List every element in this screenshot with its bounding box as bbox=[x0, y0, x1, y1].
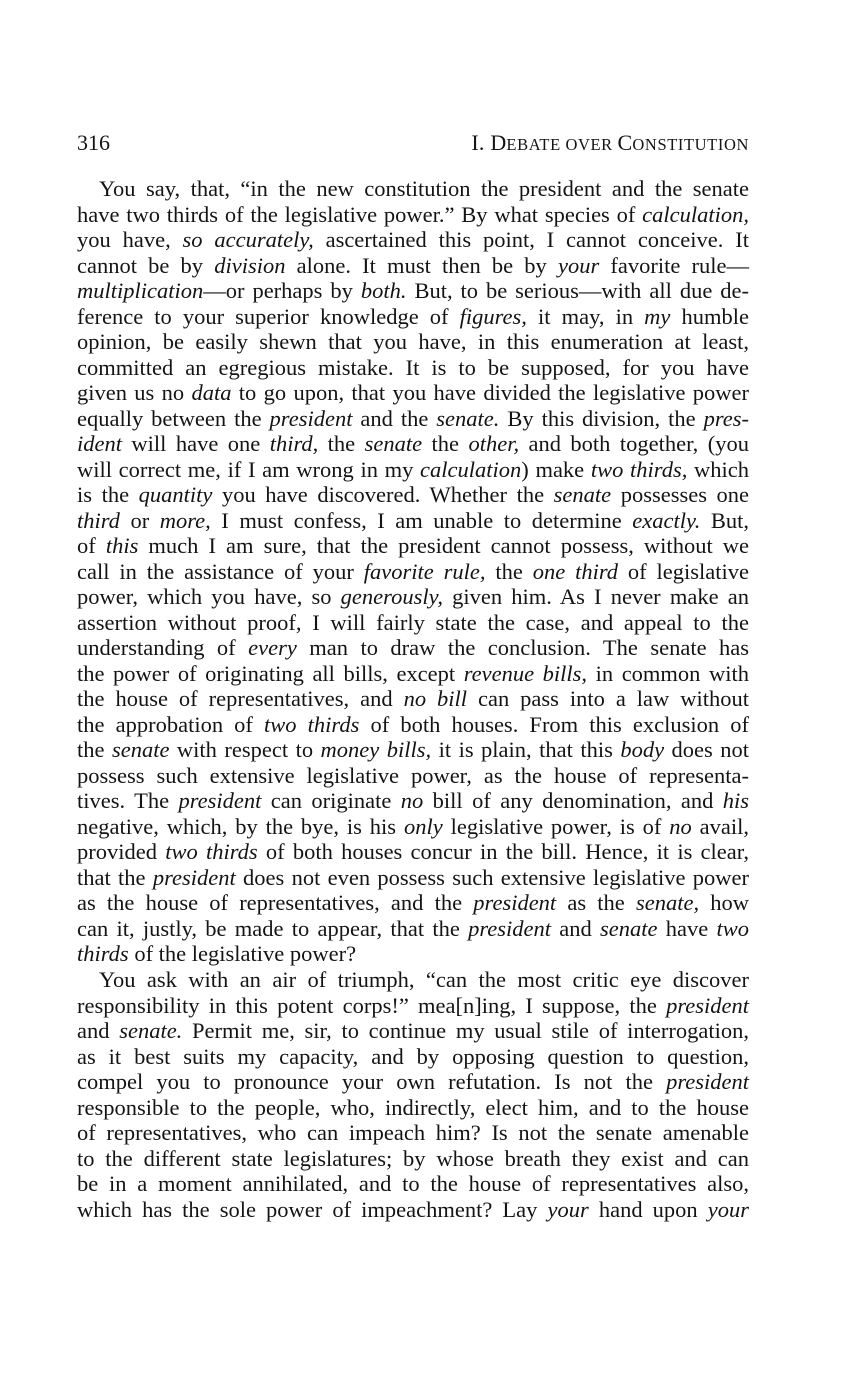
italic-text: ident bbox=[77, 431, 122, 457]
text-segment: have bbox=[657, 915, 717, 941]
text-line bbox=[77, 916, 749, 942]
text-segment: and bbox=[77, 1018, 120, 1044]
text-line bbox=[77, 227, 749, 253]
text-line bbox=[77, 202, 749, 228]
text-segment: as the bbox=[556, 890, 636, 916]
text-segment: ) make bbox=[521, 456, 591, 482]
text-segment: opinion, be easily shewn that you have, in this enumeration at least, bbox=[77, 329, 749, 355]
running-head bbox=[77, 128, 749, 158]
text-segment: can pass into a law without bbox=[467, 686, 749, 712]
text-segment: with respect to bbox=[169, 737, 321, 763]
text-line bbox=[77, 763, 749, 789]
text-line bbox=[77, 304, 749, 330]
text-line bbox=[77, 661, 749, 687]
text-segment: to the different state legislatures; by whose breath they exist and can bbox=[77, 1145, 749, 1171]
text-line bbox=[77, 712, 749, 738]
italic-text: senate. bbox=[119, 1018, 183, 1044]
italic-text: division bbox=[214, 252, 286, 278]
italic-text: president bbox=[666, 1069, 749, 1095]
italic-text: senate bbox=[111, 737, 170, 763]
text-segment: hand upon bbox=[588, 1196, 708, 1222]
section-title-cap: C bbox=[617, 130, 633, 155]
text-segment: But, to be serious—with all due de- bbox=[406, 278, 749, 304]
text-line bbox=[77, 176, 749, 202]
text-segment: committed an egregious mistake. It is to be supposed, for you have bbox=[77, 354, 749, 380]
italic-text: no bbox=[669, 813, 692, 839]
italic-text: every bbox=[248, 635, 297, 661]
text-segment: of legislative bbox=[618, 558, 749, 584]
text-line bbox=[77, 1197, 749, 1223]
text-segment: to go upon, that you have divided the legislative power bbox=[231, 380, 749, 406]
text-line bbox=[77, 1018, 749, 1044]
text-segment: of both houses concur in the bill. Hence, it is clear, bbox=[257, 839, 749, 865]
text-segment: the power of originating all bills, except bbox=[77, 660, 464, 686]
text-line bbox=[77, 533, 749, 559]
italic-text: senate, bbox=[635, 890, 700, 916]
text-line bbox=[77, 584, 749, 610]
text-line bbox=[77, 559, 749, 585]
text-segment: of representatives, who can impeach him? Is not the senate amenable bbox=[77, 1120, 749, 1146]
text-segment: You ask with an air of triumph, “can the most critic eye discover bbox=[99, 966, 749, 992]
text-segment: much I am sure, that the president cannot possess, without we bbox=[138, 533, 749, 559]
italic-text: body bbox=[620, 737, 665, 763]
italic-text: your bbox=[557, 252, 600, 278]
text-segment: By this division, the bbox=[499, 405, 704, 431]
text-segment: ference to your superior knowledge of bbox=[77, 303, 460, 329]
text-segment: of both houses. From this exclusion of bbox=[359, 711, 750, 737]
text-segment: you have, bbox=[77, 227, 183, 253]
text-segment: power, which you have, so bbox=[77, 584, 341, 610]
text-segment: understanding of bbox=[77, 635, 249, 661]
text-segment: bill of any denomination, and bbox=[423, 788, 723, 814]
italic-text: two bbox=[716, 915, 749, 941]
text-segment: —or perhaps by bbox=[203, 278, 361, 304]
text-line bbox=[77, 737, 749, 763]
italic-text: calculation bbox=[420, 456, 522, 482]
text-segment: responsible to the people, who, indirectly, elect him, and to the house bbox=[77, 1094, 749, 1120]
text-segment: of bbox=[77, 533, 106, 559]
text-line bbox=[77, 686, 749, 712]
text-segment: provided bbox=[77, 839, 166, 865]
text-segment: favorite rule— bbox=[599, 252, 749, 278]
italic-text: more, bbox=[159, 507, 211, 533]
italic-text: president bbox=[473, 890, 557, 916]
text-line bbox=[77, 890, 749, 916]
text-segment: humble bbox=[670, 303, 749, 329]
italic-text: no bill bbox=[403, 686, 468, 712]
page-number: 316 bbox=[77, 130, 110, 155]
italic-text: only bbox=[403, 813, 443, 839]
italic-text: both. bbox=[360, 278, 407, 304]
text-segment: the bbox=[77, 737, 112, 763]
italic-text: two thirds, bbox=[590, 456, 688, 482]
text-segment: tives. The bbox=[77, 788, 179, 814]
italic-text: figures, bbox=[459, 303, 527, 329]
text-segment: does not bbox=[664, 737, 749, 763]
text-line bbox=[77, 380, 749, 406]
text-segment: can it, justly, be made to appear, that the bbox=[77, 915, 469, 941]
text-line bbox=[77, 457, 749, 483]
text-segment: is the bbox=[77, 482, 139, 508]
text-line bbox=[77, 278, 749, 304]
italic-text: no bbox=[400, 788, 424, 814]
text-segment: possess such extensive legislative power, as the house of representa- bbox=[77, 762, 749, 788]
text-segment: or bbox=[119, 507, 160, 533]
text-segment: You say, that, “in the new constitution the president and the senate bbox=[99, 176, 749, 201]
text-segment: legislative power, is of bbox=[442, 813, 670, 839]
italic-text: my bbox=[644, 303, 671, 329]
italic-text: your bbox=[707, 1196, 749, 1222]
text-line bbox=[77, 1044, 749, 1070]
italic-text: senate bbox=[553, 482, 612, 508]
text-line bbox=[77, 635, 749, 661]
text-segment: possesses one bbox=[611, 482, 749, 508]
text-segment: man to draw the conclusion. The senate has bbox=[296, 635, 749, 661]
text-segment: of the legislative power? bbox=[128, 941, 357, 967]
text-line bbox=[77, 814, 749, 840]
italic-text: third bbox=[77, 507, 120, 533]
text-segment: that the bbox=[77, 864, 153, 890]
text-line bbox=[77, 355, 749, 381]
text-segment: will have one bbox=[122, 431, 270, 457]
text-segment: assertion without proof, I will fairly state the case, and appeal to the bbox=[77, 609, 749, 635]
italic-text: president bbox=[666, 992, 749, 1018]
text-segment: avail, bbox=[691, 813, 749, 839]
section-title-cap: D bbox=[490, 130, 507, 155]
italic-text: your bbox=[547, 1196, 589, 1222]
text-segment: be in a moment annihilated, and to the house of representatives also, bbox=[77, 1171, 749, 1197]
text-segment: as it best suits my capacity, and by opposing question to question, bbox=[77, 1043, 749, 1069]
text-segment: does not even possess such extensive legislative power bbox=[235, 864, 749, 890]
italic-text: data bbox=[191, 380, 232, 406]
text-line bbox=[77, 1095, 749, 1121]
text-segment: equally between the bbox=[77, 405, 270, 431]
text-line bbox=[77, 431, 749, 457]
italic-text: two thirds bbox=[264, 711, 360, 737]
text-line bbox=[77, 967, 749, 993]
italic-text: his bbox=[722, 788, 749, 814]
italic-text: money bills, bbox=[320, 737, 432, 763]
italic-text: senate bbox=[364, 431, 423, 457]
italic-text: generously, bbox=[340, 584, 443, 610]
section-title-small-caps: ONSTITUTION bbox=[632, 135, 749, 154]
text-segment: the bbox=[485, 558, 533, 584]
text-segment: in common with bbox=[587, 660, 749, 686]
italic-text: one third bbox=[532, 558, 619, 584]
text-line bbox=[77, 941, 749, 967]
text-segment: and bbox=[551, 915, 601, 941]
text-line bbox=[77, 482, 749, 508]
text-segment: alone. It must then be by bbox=[285, 252, 558, 278]
text-segment: which bbox=[687, 456, 749, 482]
body-text bbox=[77, 176, 749, 1222]
text-segment: ascertained this point, I cannot conceive. It bbox=[313, 227, 749, 253]
text-segment: compel you to pronounce your own refutation. Is not the bbox=[77, 1069, 667, 1095]
italic-text: president bbox=[269, 405, 353, 431]
text-segment: have two thirds of the legislative power.” By what species of bbox=[77, 201, 643, 227]
text-line bbox=[77, 1069, 749, 1095]
italic-text: favorite rule, bbox=[363, 558, 486, 584]
text-segment: Permit me, sir, to continue my usual stile of interrogation, bbox=[182, 1018, 749, 1044]
italic-text: this bbox=[105, 533, 139, 559]
italic-text: president bbox=[468, 915, 552, 941]
text-segment: which has the sole power of impeachment? Lay bbox=[77, 1196, 548, 1222]
italic-text: two thirds bbox=[165, 839, 258, 865]
text-segment: given him. As I never make an bbox=[442, 584, 749, 610]
italic-text: president bbox=[152, 864, 236, 890]
italic-text: multiplication bbox=[77, 278, 204, 304]
italic-text: other, bbox=[468, 431, 520, 457]
text-segment: cannot be by bbox=[77, 252, 215, 278]
italic-text: revenue bills, bbox=[463, 660, 588, 686]
italic-text: calculation, bbox=[642, 201, 749, 227]
text-line bbox=[77, 993, 749, 1019]
section-title-small-caps: EBATE OVER bbox=[506, 135, 618, 154]
italic-text: senate bbox=[600, 915, 658, 941]
text-segment: But, bbox=[700, 507, 749, 533]
text-line bbox=[77, 329, 749, 355]
italic-text: third, bbox=[269, 431, 319, 457]
paragraph bbox=[77, 967, 749, 1222]
section-title-roman: I. bbox=[471, 130, 491, 155]
text-segment: the bbox=[318, 431, 365, 457]
text-segment: as the house of representatives, and the bbox=[77, 890, 474, 916]
text-segment: responsibility in this potent corps!” mea[n]ing, I suppose, the bbox=[77, 992, 667, 1018]
text-line bbox=[77, 1120, 749, 1146]
text-line bbox=[77, 253, 749, 279]
section-title bbox=[471, 128, 749, 160]
text-segment: I must confess, I am unable to determine bbox=[210, 507, 633, 533]
text-segment: and both together, (you bbox=[519, 431, 749, 457]
text-segment: the bbox=[422, 431, 469, 457]
text-segment: the house of representatives, and bbox=[77, 686, 404, 712]
text-line bbox=[77, 610, 749, 636]
text-line bbox=[77, 1171, 749, 1197]
italic-text: thirds bbox=[77, 941, 129, 967]
text-segment: it is plain, that this bbox=[431, 737, 621, 763]
paragraph bbox=[77, 176, 749, 967]
text-segment: the approbation of bbox=[77, 711, 265, 737]
text-line bbox=[77, 839, 749, 865]
text-segment: it may, in bbox=[526, 303, 645, 329]
italic-text: senate. bbox=[436, 405, 500, 431]
text-segment: can originate bbox=[261, 788, 401, 814]
text-line bbox=[77, 406, 749, 432]
text-segment: negative, which, by the bye, is his bbox=[77, 813, 404, 839]
text-line bbox=[77, 865, 749, 891]
italic-text: so accurately, bbox=[182, 227, 314, 253]
text-segment: will correct me, if I am wrong in my bbox=[77, 456, 421, 482]
text-segment: and the bbox=[352, 405, 437, 431]
text-line bbox=[77, 508, 749, 534]
italic-text: president bbox=[178, 788, 262, 814]
text-segment: how bbox=[699, 890, 750, 916]
italic-text: quantity bbox=[138, 482, 213, 508]
italic-text: exactly. bbox=[632, 507, 701, 533]
italic-text: pres- bbox=[703, 405, 749, 431]
text-line bbox=[77, 1146, 749, 1172]
text-line bbox=[77, 788, 749, 814]
text-segment: call in the assistance of your bbox=[77, 558, 364, 584]
text-segment: you have discovered. Whether the bbox=[212, 482, 554, 508]
text-segment: given us no bbox=[77, 380, 192, 406]
